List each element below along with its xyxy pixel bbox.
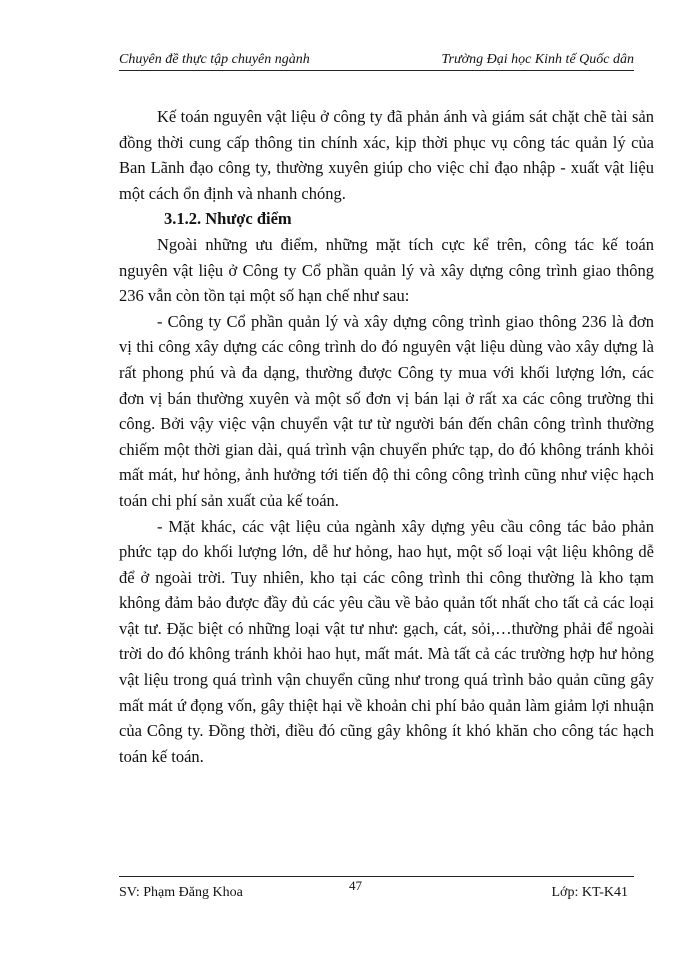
paragraph-advantage-summary: Kế toán nguyên vật liệu ở công ty đã phản ánh và giám sát chặt chẽ tài sản đồng thời cung cấp thông tin chính xác, kịp thời phục vụ công tác quản lý của Ban Lãnh đạo công ty, thường xuyên giúp cho việc chỉ đạo nhập - xuất vật liệu một cách ổn định và nhanh chóng.: [119, 107, 654, 203]
paragraph-limitation-storage: - Mặt khác, các vật liệu của ngành xây dựng yêu cầu công tác bảo phản phức tạp do khối lượng lớn, dễ hư hỏng, hao hụt, một số loại vật liệu không dễ để ở ngoài trời. Tuy nhiên, kho tại các công trình thi công thường là kho tạm không đảm bảo được đầy đủ các yêu cầu về bảo quản tốt nhất cho tất cả các loại vật tư. Đặc biệt có những loại vật tư như: gạch, cát, sỏi,…thường phải để ngoài trời do đó không tránh khỏi hao hụt, mất mát. Mà tất cả các trường hợp hư hỏng vật liệu trong quá trình vận chuyển cũng như trong quá trình bảo quản cũng gây mất mát ứ đọng vốn, gây thiệt hại về khoản chi phí bảo quản làm giảm lợi nhuận của Công ty. Đồng thời, điều đó cũng gây không ít khó khăn cho công tác hạch toán kế toán.: [119, 516, 654, 766]
page-footer: [119, 876, 634, 907]
footer-class: Lớp: KT-K41: [551, 885, 628, 900]
document-body: [119, 104, 654, 769]
paragraph-intro-limitations: Ngoài những ưu điểm, những mặt tích cực kể trên, công tác kế toán nguyên vật liệu ở Công ty Cổ phần quản lý và xây dựng công trình giao thông 236 vẫn còn tồn tại một số hạn chế như sau:: [119, 234, 654, 306]
page-header: [119, 46, 634, 71]
footer-student-name: SV: Phạm Đăng Khoa: [119, 885, 243, 900]
section-heading: 3.1.2. Nhược điểm: [164, 209, 292, 229]
page-number: 47: [349, 878, 362, 893]
header-course-title: Chuyên đề thực tập chuyên ngành: [119, 52, 310, 67]
header-university: Trường Đại học Kinh tế Quốc dân: [441, 52, 634, 67]
paragraph-limitation-transport: - Công ty Cổ phần quản lý và xây dựng công trình giao thông 236 là đơn vị thi công xây dựng các công trình do đó nguyên vật liệu dùng vào xây dựng là rất phong phú và đa dạng, thường được Công ty mua với khối lượng lớn, các đơn vị bán thường xuyên và một số đơn vị bán lại ở rất xa các công trường thi công. Bởi vậy việc vận chuyển vật tư từ người bán đến chân công trình thường chiếm một thời gian dài, quá trình vận chuyển phức tạp, do đó không tránh khỏi mất mát, hư hỏng, ảnh hưởng tới tiến độ thi công công trình cũng như việc hạch toán chi phí sản xuất của kế toán.: [119, 311, 654, 510]
